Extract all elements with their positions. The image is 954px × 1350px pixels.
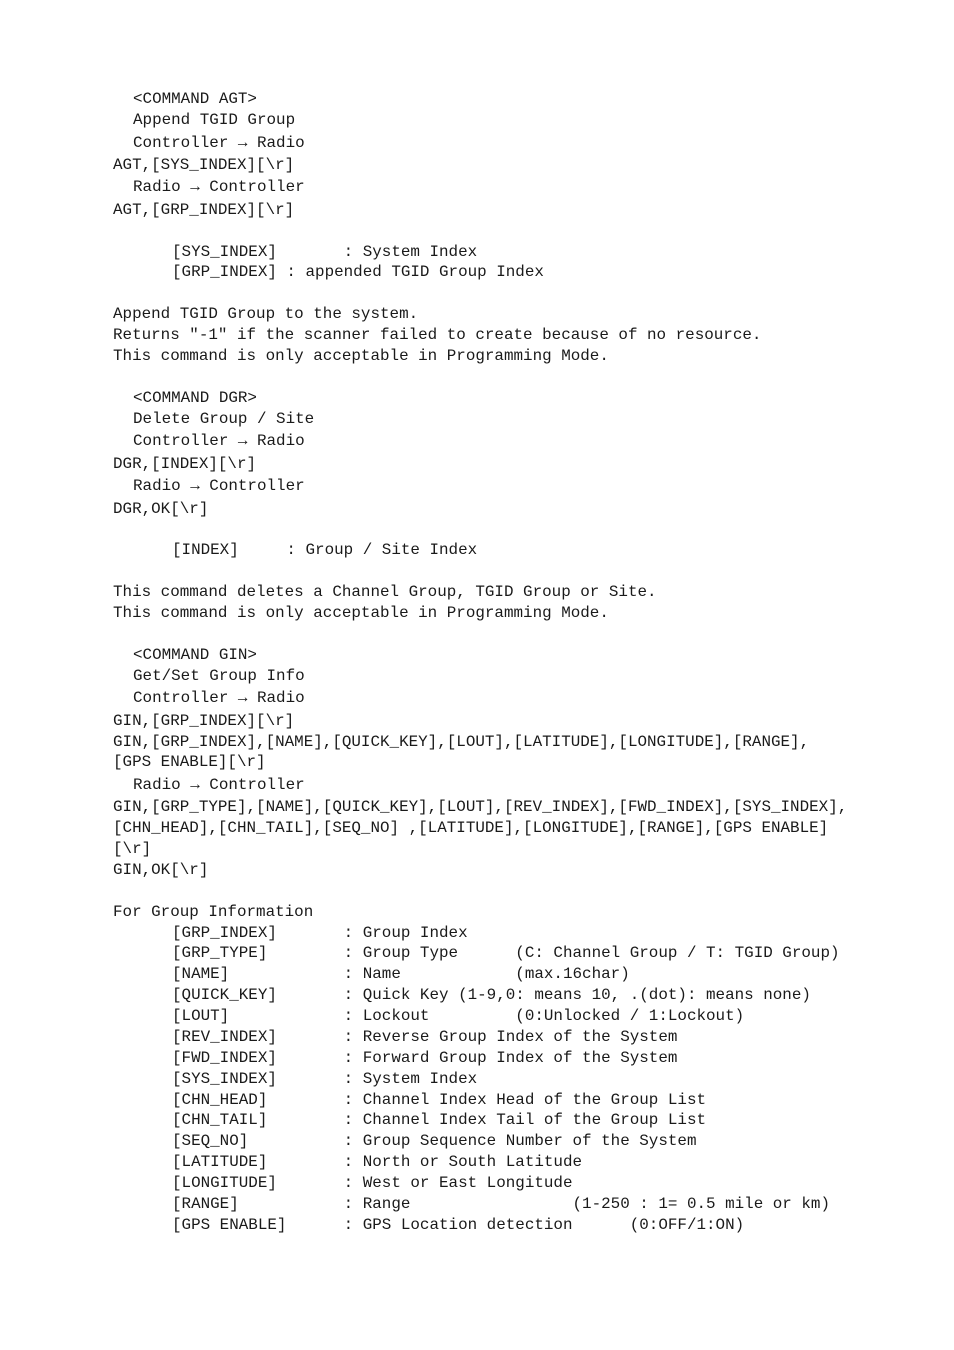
agt-command-header: <COMMAND AGT> [133, 90, 257, 108]
agt-note-line: Append TGID Group to the system. [113, 305, 419, 323]
gin-command-syntax: [GPS ENABLE][\r] [113, 753, 266, 771]
gin-controller-to-radio: Controller → Radio [133, 689, 305, 707]
gin-param-line: [SYS_INDEX] : System Index [172, 1070, 478, 1088]
gin-param-line: [LATITUDE] : North or South Latitude [172, 1153, 583, 1171]
agt-radio-to-controller: Radio → Controller [133, 178, 305, 196]
gin-info-heading: For Group Information [113, 903, 314, 921]
dgr-note-line: This command is only acceptable in Programming Mode. [113, 604, 609, 622]
gin-reply-syntax: GIN,[GRP_TYPE],[NAME],[QUICK_KEY],[LOUT],[REV_INDEX],[FWD_INDEX],[SYS_INDEX], [113, 798, 848, 816]
dgr-param-line: [INDEX] : Group / Site Index [172, 541, 478, 559]
dgr-command-syntax: DGR,[INDEX][\r] [113, 455, 257, 473]
dgr-command-header: <COMMAND DGR> [133, 389, 257, 407]
agt-note-line: This command is only acceptable in Programming Mode. [113, 347, 609, 365]
agt-controller-to-radio: Controller → Radio [133, 134, 305, 152]
agt-command-syntax: AGT,[SYS_INDEX][\r] [113, 156, 295, 174]
gin-reply-syntax: GIN,OK[\r] [113, 861, 209, 879]
gin-param-line: [REV_INDEX] : Reverse Group Index of the System [172, 1028, 678, 1046]
gin-param-line: [GRP_TYPE] : Group Type (C: Channel Group / T: TGID Group) [172, 944, 840, 962]
gin-reply-syntax: [\r] [113, 840, 152, 858]
agt-param-line: [GRP_INDEX] : appended TGID Group Index [172, 263, 544, 281]
gin-param-line: [FWD_INDEX] : Forward Group Index of the System [172, 1049, 678, 1067]
gin-param-line: [QUICK_KEY] : Quick Key (1-9,0: means 10, .(dot): means none) [172, 986, 811, 1004]
gin-param-line: [LONGITUDE] : West or East Longitude [172, 1174, 573, 1192]
gin-command-syntax: GIN,[GRP_INDEX],[NAME],[QUICK_KEY],[LOUT],[LATITUDE],[LONGITUDE],[RANGE], [113, 733, 810, 751]
gin-param-line: [CHN_HEAD] : Channel Index Head of the Group List [172, 1091, 707, 1109]
agt-reply-syntax: AGT,[GRP_INDEX][\r] [113, 201, 295, 219]
gin-param-line: [CHN_TAIL] : Channel Index Tail of the Group List [172, 1111, 707, 1129]
dgr-controller-to-radio: Controller → Radio [133, 432, 305, 450]
gin-param-line: [LOUT] : Lockout (0:Unlocked / 1:Lockout) [172, 1007, 745, 1025]
agt-param-line: [SYS_INDEX] : System Index [172, 243, 478, 261]
agt-note-line: Returns "-1" if the scanner failed to create because of no resource. [113, 326, 762, 344]
gin-radio-to-controller: Radio → Controller [133, 776, 305, 794]
dgr-command-title: Delete Group / Site [133, 410, 315, 428]
gin-param-line: [NAME] : Name (max.16char) [172, 965, 630, 983]
gin-reply-syntax: [CHN_HEAD],[CHN_TAIL],[SEQ_NO] ,[LATITUDE],[LONGITUDE],[RANGE],[GPS ENABLE] [113, 819, 829, 837]
dgr-reply-syntax: DGR,OK[\r] [113, 500, 209, 518]
agt-command-title: Append TGID Group [133, 111, 296, 129]
dgr-note-line: This command deletes a Channel Group, TGID Group or Site. [113, 583, 657, 601]
dgr-radio-to-controller: Radio → Controller [133, 477, 305, 495]
gin-param-line: [GPS ENABLE] : GPS Location detection (0:OFF/1:ON) [172, 1216, 745, 1234]
gin-command-syntax: GIN,[GRP_INDEX][\r] [113, 712, 295, 730]
gin-param-line: [SEQ_NO] : Group Sequence Number of the System [172, 1132, 697, 1150]
gin-command-title: Get/Set Group Info [133, 667, 305, 685]
gin-param-line: [GRP_INDEX] : Group Index [172, 924, 468, 942]
gin-param-line: [RANGE] : Range (1-250 : 1= 0.5 mile or km) [172, 1195, 830, 1213]
gin-command-header: <COMMAND GIN> [133, 646, 257, 664]
